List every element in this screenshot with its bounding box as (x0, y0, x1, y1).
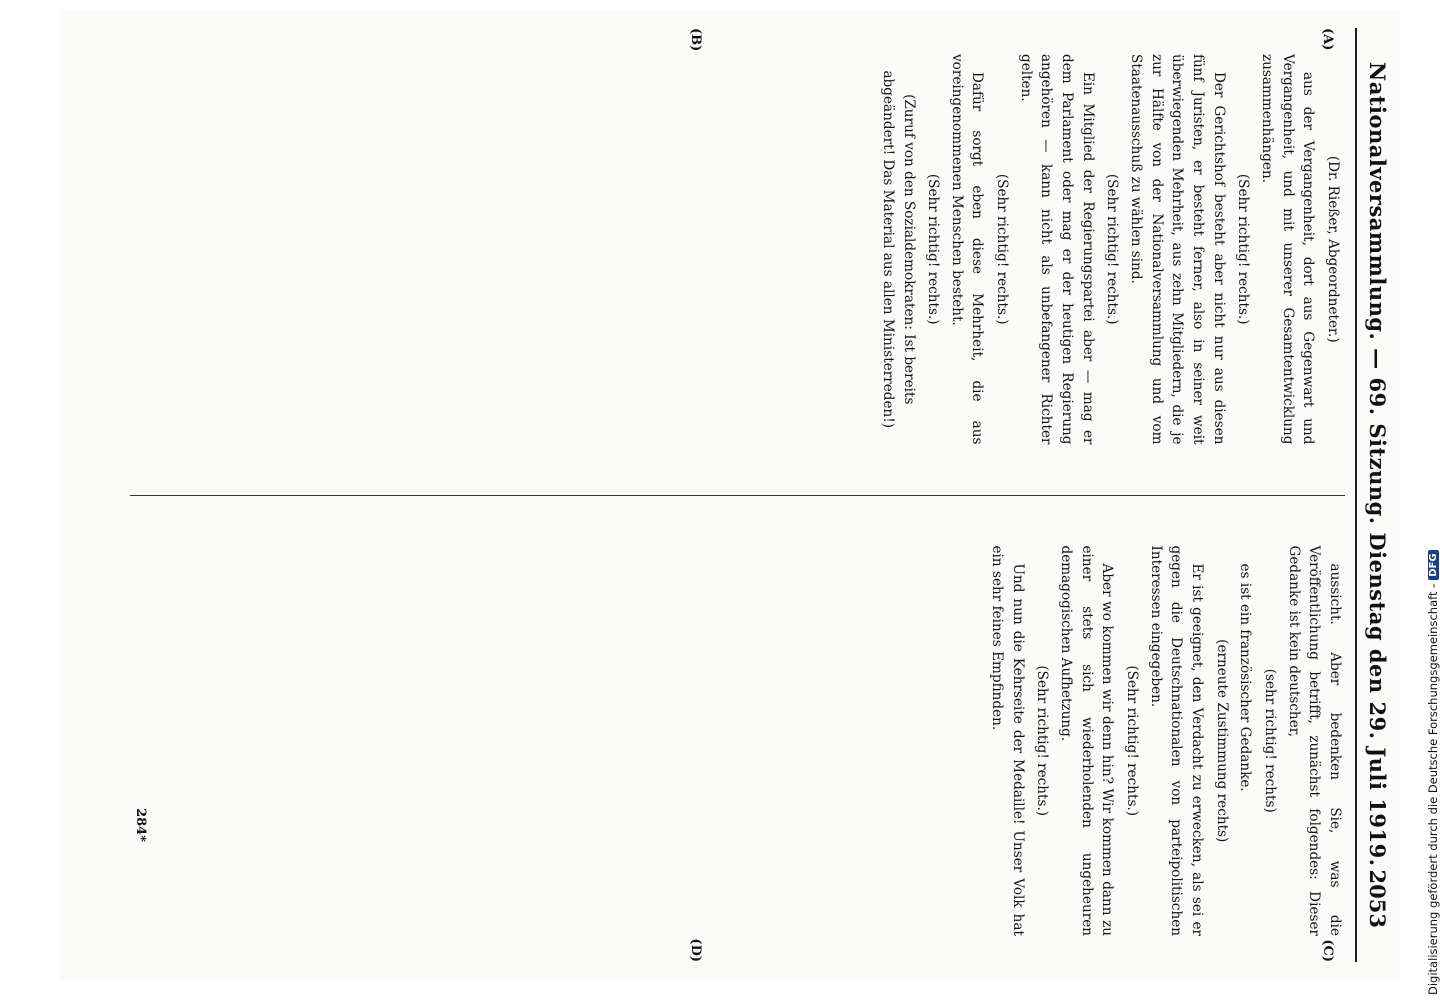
margin-mark-a: (A) (1320, 28, 1335, 51)
text-columns (130, 28, 1345, 962)
credit-text: Digitalisierung gefördert durch die Deutsche Forschungsgemeinschaft - (1426, 583, 1440, 995)
interjection: (Sehr richtig! rechts.) (925, 173, 942, 325)
page-number: 2053 (1365, 869, 1390, 928)
paragraph: aus der Vergangenheit, dort aus Gegenwart und Vergangenheit, und mit unserer Gesamtentwicklung zusammenhängen. (1259, 54, 1317, 445)
digitization-credit (1426, 550, 1440, 995)
paragraph: es ist ein französischer Gedanke. (1237, 563, 1254, 792)
paragraph: Aber wo kommen wir denn hin? Wir kommen dann zu einer stets sich wiederholenden ungeheuren demagogischen Aufhetzung. (1058, 545, 1116, 936)
paragraph: Der Gerichtshof besteht aber nicht nur aus diesen fünf Juristen, er besteht ferner, also in seiner weit überwiegenden Mehrheit, aus zehn Mitgliedern, die je zur Hälfte von der Nationalversammlung und vom Staatenausschuß zu wählen sind. (1128, 54, 1227, 445)
paragraph: aussicht. Aber bedenken Sie, was die Veröffentlichung betrifft, zunächst folgendes: Dieser Gedanke ist kein deutscher, (1285, 545, 1343, 936)
speaker-line: (Dr. Rießer, Abgeordneter.) (1325, 155, 1341, 343)
dfg-logo-icon: DFG (1428, 550, 1439, 579)
document-page (60, 10, 1400, 980)
interjection: (sehr richtig! rechts) (1262, 668, 1279, 813)
interjection: (Sehr richtig! rechts.) (1034, 665, 1051, 817)
column-divider (130, 495, 1345, 496)
paragraph: Und nun die Kehrseite der Medaille! Unser Volk hat ein sehr feines Empfinden. (989, 545, 1026, 936)
right-column (130, 520, 1345, 963)
paragraph: Ein Mitglied der Regierungspartei aber — mag er dem Parlament oder mag er der heutigen Regierung angehören — kann nicht als unbefangener Richter gelten. (1017, 54, 1096, 445)
right-paragraphs (987, 546, 1346, 937)
left-paragraphs (877, 54, 1318, 445)
signature-mark: 284* (132, 808, 148, 842)
page-header (1355, 28, 1394, 962)
paragraph: Er ist geeignet, den Verdacht zu erwecken, als sei er gegen die Deutschnationalen von parteipolitischen Interessen eingegeben. (1147, 545, 1206, 936)
interjection: (Sehr richtig! rechts.) (1124, 665, 1141, 817)
interjection: (erneute Zustimmung rechts) (1213, 639, 1230, 843)
page-title: Nationalversammlung. — 69. Sitzung. Dienstag den 29. Juli 1919. (1365, 62, 1390, 867)
margin-mark-c: (C) (1320, 939, 1335, 962)
margin-mark-b: (B) (688, 28, 703, 52)
interjection: (Sehr richtig! rechts.) (1235, 173, 1252, 325)
left-column (130, 28, 1345, 471)
interjection: (Sehr richtig! rechts.) (994, 173, 1011, 325)
interjection: (Sehr richtig! rechts.) (1104, 173, 1121, 325)
margin-mark-d: (D) (688, 938, 703, 962)
paragraph: Dafür sorgt eben diese Mehrheit, die aus voreingenommenen Menschen besteht. (948, 54, 986, 445)
interjection: (Zuruf von den Sozialdemokraten: Ist bereits abgeändert! Das Material aus allen Ministerreden!) (879, 70, 917, 429)
